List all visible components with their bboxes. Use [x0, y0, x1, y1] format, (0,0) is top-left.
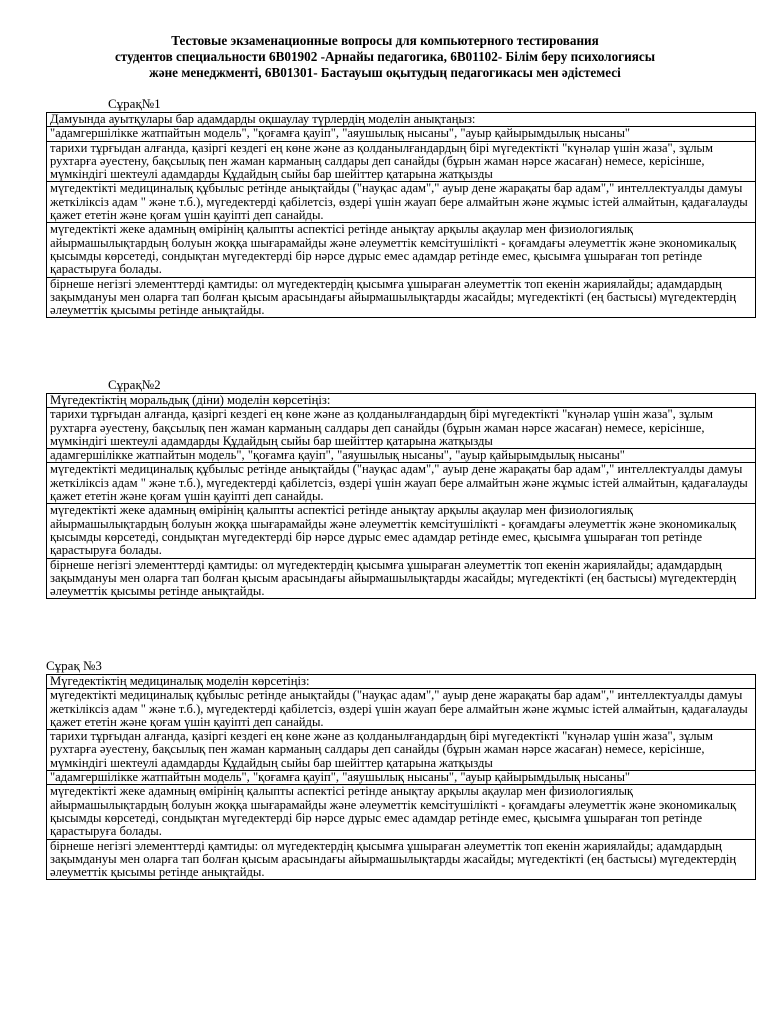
- answer-option: тарихи тұрғыдан алғанда, қазіргі кездегі ең көне және аз қолданылғандардың бірі мүгедектікті "күнәлар үшін жаза", зұлым рухтарға әуестену, бақсылық пен жаман карманың салдары деп санайды (бұрын жаман нәрсе жасаған) немесе, керісінше, мүмкіндігі шектеулі адамдарды Құдайдың сыйы бар шейіттер қатарына жатқызды: [47, 408, 756, 449]
- answer-option: "адамгершілікке жатпайтын модель", "қоғамға қауіп", "аяушылық нысаны", "ауыр қайырымдылық нысаны": [47, 127, 756, 141]
- answer-option: мүгедектікті медициналық құбылыс ретінде анықтайды ("науқас адам"," ауыр дене жарақаты бар адам"," интеллектуалды дамуы жеткіліксіз адам " және т.б.), мүгедектерді қабілетсіз, өздері үшін жауап бере алмайтын және жұмыс істей алмайтын, қадағалауды қажет ететін және қоғам үшін қауіпті деп санайды.: [47, 689, 756, 730]
- header-line-3: және менеджменті, 6В01301- Бастауыш оқытудың педагогикасы мен әдістемесі: [149, 64, 621, 80]
- answer-row: [47, 839, 756, 880]
- header-line-1: Тестовые экзаменационные вопросы для компьютерного тестирования: [171, 33, 599, 48]
- answer-option: адамгершілікке жатпайтын модель", "қоғамға қауіп", "аяушылық нысаны", "ауыр қайырымдылық нысаны": [47, 449, 756, 463]
- answer-row: [47, 223, 756, 277]
- answer-option: мүгедектікті медициналық құбылыс ретінде анықтайды ("науқас адам"," ауыр дене жарақаты бар адам"," интеллектуалды дамуы жеткіліксіз адам " және т.б.), мүгедектерді қабілетсіз, өздері үшін жауап бере алмайтын және жұмыс істей алмайтын, қадағалауды қажет ететін және қоғам үшін қауіпті деп санайды.: [47, 182, 756, 223]
- answer-row: [47, 730, 756, 771]
- question-row: [47, 675, 756, 689]
- document-header: [60, 33, 710, 80]
- question-1-table: [46, 112, 756, 318]
- answer-row: [47, 558, 756, 599]
- answer-row: [47, 127, 756, 141]
- header-line-2: студентов специальности 6В01902 -Арнайы педагогика, 6В01102- Білім беру психологиясы: [114, 48, 656, 64]
- answer-row: [47, 449, 756, 463]
- answer-row: [47, 463, 756, 504]
- question-2-table: [46, 393, 756, 599]
- answer-row: [47, 771, 756, 785]
- question-row: [47, 113, 756, 127]
- answer-option: мүгедектікті жеке адамның өмірінің қалыпты аспектісі ретінде анықтау арқылы ақаулар мен физиологиялық айырмашылықтардың болуын жоққа шығарамайды және әлеуметтік кемсітушілікті - қоғамдағы әлеуметтік және экономикалық қысымды көрсетеді, сондықтан мүгедектерді бір нәрсе дұрыс емес адамдар ретінде емес, қысымға ұшыраған топ ретінде қарастыруға болады.: [47, 504, 756, 558]
- question-2-label: Сұрақ№2: [108, 377, 161, 392]
- answer-option: мүгедектікті жеке адамның өмірінің қалыпты аспектісі ретінде анықтау арқылы ақаулар мен физиологиялық айырмашылықтардың болуын жоққа шығарамайды және әлеуметтік кемсітушілікті - қоғамдағы әлеуметтік және экономикалық қысымды көрсетеді, сондықтан мүгедектерді бір нәрсе дұрыс емес адамдар ретінде емес, қысымға ұшыраған топ ретінде қарастыруға болады.: [47, 223, 756, 277]
- question-3-table: [46, 674, 756, 880]
- answer-option: бірнеше негізгі элементтерді қамтиды: ол мүгедектердің қысымға ұшыраған әлеуметтік топ екенін жариялайды; адамдардың зақымдануы мен оларға тап болған қысым арасындағы айырмашылықтарды жасайды; мүгедектікті (ең бастысы) мүгедектердің әлеуметтік қысымы ретінде анықтайды.: [47, 277, 756, 318]
- answer-row: [47, 785, 756, 839]
- answer-row: [47, 141, 756, 182]
- question-1-text: Дамуында ауытқулары бар адамдарды оқшаулау түрлердің моделін анықтаңыз:: [47, 113, 756, 127]
- answer-option: тарихи тұрғыдан алғанда, қазіргі кездегі ең көне және аз қолданылғандардың бірі мүгедектікті "күнәлар үшін жаза", зұлым рухтарға әуестену, бақсылық пен жаман карманың салдары деп санайды (бұрын жаман нәрсе жасаған) немесе, керісінше, мүмкіндігі шектеулі адамдарды Құдайдың сыйы бар шейіттер қатарына жатқызды: [47, 730, 756, 771]
- question-3-label: Сұрақ №3: [46, 658, 102, 673]
- answer-row: [47, 277, 756, 318]
- answer-row: [47, 689, 756, 730]
- question-2-text: Мүгедектіктің моральдық (діни) моделін көрсетіңіз:: [47, 394, 756, 408]
- answer-option: тарихи тұрғыдан алғанда, қазіргі кездегі ең көне және аз қолданылғандардың бірі мүгедектікті "күнәлар үшін жаза", зұлым рухтарға әуестену, бақсылық пен жаман карманың салдары деп санайды (бұрын жаман нәрсе жасаған) немесе, керісінше, мүмкіндігі шектеулі адамдарды Құдайдың сыйы бар шейіттер қатарына жатқызды: [47, 141, 756, 182]
- answer-option: мүгедектікті жеке адамның өмірінің қалыпты аспектісі ретінде анықтау арқылы ақаулар мен физиологиялық айырмашылықтардың болуын жоққа шығарамайды және әлеуметтік кемсітушілікті - қоғамдағы әлеуметтік және экономикалық қысымды көрсетеді, сондықтан мүгедектерді бір нәрсе дұрыс емес адамдар ретінде емес, қысымға ұшыраған топ ретінде қарастыруға болады.: [47, 785, 756, 839]
- question-row: [47, 394, 756, 408]
- answer-option: бірнеше негізгі элементтерді қамтиды: ол мүгедектердің қысымға ұшыраған әлеуметтік топ екенін жариялайды; адамдардың зақымдануы мен оларға тап болған қысым арасындағы айырмашылықтарды жасайды; мүгедектікті (ең бастысы) мүгедектердің әлеуметтік қысымы ретінде анықтайды.: [47, 839, 756, 880]
- answer-option: мүгедектікті медициналық құбылыс ретінде анықтайды ("науқас адам"," ауыр дене жарақаты бар адам"," интеллектуалды дамуы жеткіліксіз адам " және т.б.), мүгедектерді қабілетсіз, өздері үшін жауап бере алмайтын және жұмыс істей алмайтын, қадағалауды қажет ететін және қоғам үшін қауіпті деп санайды.: [47, 463, 756, 504]
- answer-row: [47, 182, 756, 223]
- answer-option: "адамгершілікке жатпайтын модель", "қоғамға қауіп", "аяушылық нысаны", "ауыр қайырымдылық нысаны": [47, 771, 756, 785]
- answer-row: [47, 408, 756, 449]
- answer-option: бірнеше негізгі элементтерді қамтиды: ол мүгедектердің қысымға ұшыраған әлеуметтік топ екенін жариялайды; адамдардың зақымдануы мен оларға тап болған қысым арасындағы айырмашылықтарды жасайды; мүгедектікті (ең бастысы) мүгедектердің әлеуметтік қысымы ретінде анықтайды.: [47, 558, 756, 599]
- question-1-label: Сұрақ№1: [108, 96, 161, 111]
- answer-row: [47, 504, 756, 558]
- question-3-text: Мүгедектіктің медициналық моделін көрсетіңіз:: [47, 675, 756, 689]
